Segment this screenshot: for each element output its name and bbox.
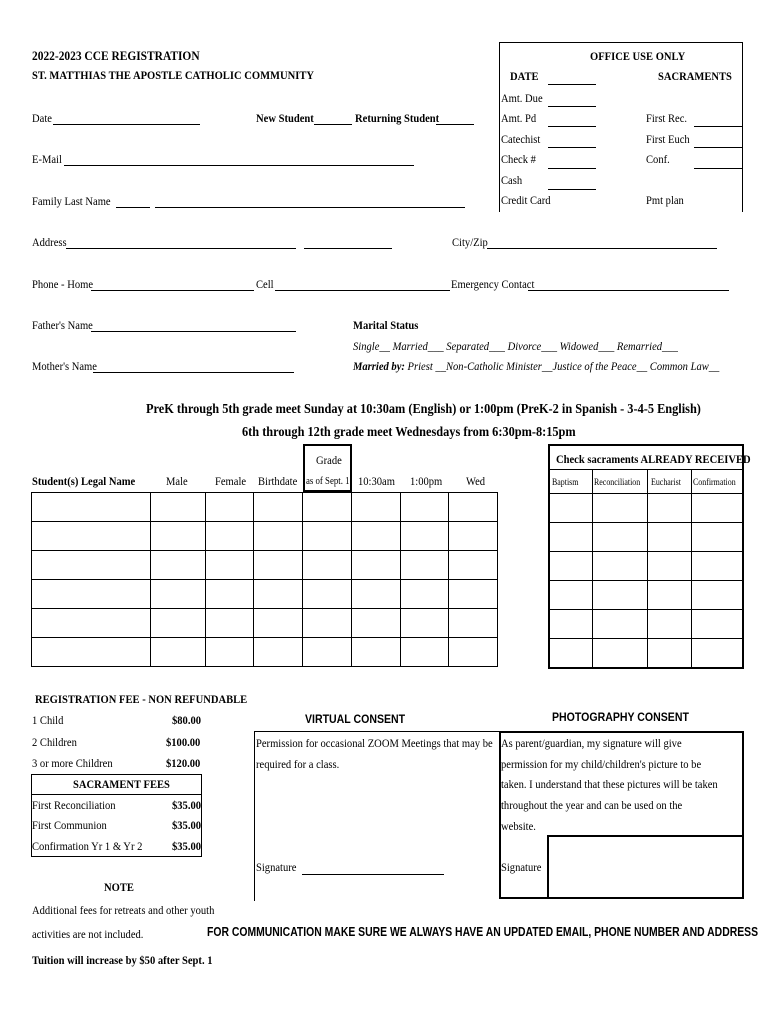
returning-student-line[interactable]: [436, 124, 474, 125]
sacraments-received-title: Check sacraments ALREADY RECEIVED: [556, 452, 751, 466]
header-confirmation: Confirmation: [692, 470, 743, 494]
family-last-name-line[interactable]: [155, 207, 465, 208]
sacrament-row: [550, 523, 743, 552]
married-by[interactable]: [353, 359, 769, 374]
cell[interactable]: [32, 609, 151, 638]
cell[interactable]: [205, 551, 253, 580]
header-birthdate: Birthdate: [258, 474, 298, 488]
cell[interactable]: [205, 493, 253, 522]
header-male: Male: [166, 474, 188, 488]
new-student-line[interactable]: [314, 124, 352, 125]
cell[interactable]: [593, 610, 647, 639]
returning-student-label: Returning Student: [355, 111, 440, 125]
married-by-options: Priest __Non-Catholic Minister__Justice of the Peace__ Common Law__: [407, 359, 720, 373]
catechist-line[interactable]: [548, 147, 596, 148]
cell[interactable]: [647, 581, 692, 610]
mothers-name-line[interactable]: [93, 372, 294, 373]
sacraments-table: [549, 469, 743, 668]
header-reconciliation: Reconciliation: [593, 470, 647, 494]
cell[interactable]: [692, 639, 743, 668]
sac-fee-3-label: Confirmation Yr 1 & Yr 2: [32, 839, 143, 853]
cell[interactable]: [647, 610, 692, 639]
cell[interactable]: [401, 609, 449, 638]
marital-options[interactable]: Single__ Married___ Separated___ Divorce___ Widowed___ Remarried___: [353, 339, 678, 353]
cell-line[interactable]: [275, 290, 450, 291]
header-100: 1:00pm: [410, 474, 443, 488]
office-amt-due: Amt. Due: [501, 91, 543, 105]
photo-consent-line-4: throughout the year and can be used on the: [501, 798, 683, 812]
virtual-signature-line[interactable]: [302, 874, 444, 875]
cell[interactable]: [32, 522, 151, 551]
cell[interactable]: [352, 522, 401, 551]
sacrament-row: [550, 639, 743, 668]
photo-consent-line-5: website.: [501, 819, 536, 833]
emergency-contact-label: Emergency Contact: [451, 277, 535, 291]
cell[interactable]: [303, 638, 352, 667]
cell[interactable]: [352, 493, 401, 522]
header-grade: Grade: [316, 453, 342, 467]
photo-consent-line-2: permission for my child/children's picture to be: [501, 757, 702, 771]
cell[interactable]: [647, 639, 692, 668]
student-row: [32, 580, 498, 609]
photo-consent-line-1: As parent/guardian, my signature will give: [501, 736, 682, 750]
cell[interactable]: [205, 638, 253, 667]
cell[interactable]: [593, 581, 647, 610]
sacrament-row: [550, 552, 743, 581]
family-last-name-line-short[interactable]: [116, 207, 150, 208]
fee-1-label: 1 Child: [32, 713, 64, 727]
student-row: [32, 493, 498, 522]
address-line-2[interactable]: [304, 248, 392, 249]
fee-2-label: 2 Children: [32, 735, 77, 749]
cell[interactable]: [593, 639, 647, 668]
note-line-3: Tuition will increase by $50 after Sept. 1: [32, 953, 213, 967]
cell[interactable]: [205, 522, 253, 551]
cell[interactable]: [303, 522, 352, 551]
fee-2-amount: $100.00: [166, 735, 201, 749]
check-line[interactable]: [548, 168, 596, 169]
cell[interactable]: [253, 522, 303, 551]
cell[interactable]: [253, 493, 303, 522]
cell[interactable]: [150, 580, 205, 609]
cell[interactable]: [205, 580, 253, 609]
cell[interactable]: [303, 609, 352, 638]
sac-fee-1-label: First Reconciliation: [32, 798, 116, 812]
note-line-2: activities are not included.: [32, 927, 144, 941]
cell[interactable]: [593, 523, 647, 552]
cell[interactable]: [32, 493, 151, 522]
cell-label: Cell: [256, 277, 274, 291]
amt-due-line[interactable]: [548, 106, 596, 107]
email-line[interactable]: [64, 165, 414, 166]
office-date-label: DATE: [510, 69, 539, 83]
first-euch-line[interactable]: [694, 147, 742, 148]
cityzip-label: City/Zip: [452, 235, 488, 249]
phone-home-label: Phone - Home: [32, 277, 94, 291]
sac-fee-2-label: First Communion: [32, 818, 107, 832]
cell[interactable]: [32, 638, 151, 667]
virtual-signature-label: Signature: [256, 860, 297, 874]
form-title: 2022-2023 CCE REGISTRATION: [32, 48, 200, 63]
virtual-consent-line-1: Permission for occasional ZOOM Meetings that may be: [256, 736, 493, 750]
cell[interactable]: [550, 610, 593, 639]
office-use-box: [499, 42, 743, 212]
sacrament-header-row: [550, 470, 743, 494]
sacrament-fees-divider: [31, 794, 202, 795]
cash-line[interactable]: [548, 189, 596, 190]
cell[interactable]: [253, 609, 303, 638]
office-date-line[interactable]: [548, 84, 596, 85]
cell[interactable]: [449, 638, 498, 667]
cell[interactable]: [401, 493, 449, 522]
office-sacraments-label: SACRAMENTS: [658, 69, 732, 83]
cell[interactable]: [593, 494, 647, 523]
family-last-name-label: Family Last Name: [32, 194, 111, 208]
phone-home-line[interactable]: [91, 290, 254, 291]
cell[interactable]: [352, 638, 401, 667]
married-by-label: Married by:: [353, 359, 405, 373]
cell[interactable]: [253, 551, 303, 580]
sacrament-fees-title: SACRAMENT FEES: [73, 777, 170, 791]
header-wed: Wed: [466, 474, 486, 488]
cell[interactable]: [550, 639, 593, 668]
marital-status-label: Marital Status: [353, 318, 419, 332]
cell[interactable]: [647, 523, 692, 552]
fee-3-label: 3 or more Children: [32, 756, 113, 770]
cell[interactable]: [253, 638, 303, 667]
sac-fee-3-amount: $35.00: [172, 839, 202, 853]
cell[interactable]: [32, 580, 151, 609]
cell[interactable]: [303, 551, 352, 580]
cell[interactable]: [32, 551, 151, 580]
sac-fee-2-amount: $35.00: [172, 818, 202, 832]
student-row: [32, 638, 498, 667]
office-cash: Cash: [501, 173, 523, 187]
sacrament-row: [550, 581, 743, 610]
student-row: [32, 522, 498, 551]
header-student-name: Student(s) Legal Name: [32, 474, 136, 488]
first-rec-line[interactable]: [694, 126, 742, 127]
cell[interactable]: [647, 552, 692, 581]
cell[interactable]: [205, 609, 253, 638]
cell[interactable]: [692, 610, 743, 639]
cell[interactable]: [550, 552, 593, 581]
schedule-line-2: 6th through 12th grade meet Wednesdays from 6:30pm-8:15pm: [242, 425, 576, 440]
office-conf: Conf.: [646, 152, 670, 166]
cell[interactable]: [352, 551, 401, 580]
cell[interactable]: [593, 552, 647, 581]
cell[interactable]: [550, 494, 593, 523]
cell[interactable]: [692, 523, 743, 552]
office-first-rec: First Rec.: [646, 111, 688, 125]
office-pmt-plan: Pmt plan: [646, 193, 684, 207]
office-credit-card: Credit Card: [501, 193, 551, 207]
cell[interactable]: [150, 522, 205, 551]
office-first-euch: First Euch: [646, 132, 690, 146]
fee-3-amount: $120.00: [166, 756, 201, 770]
fathers-name-line[interactable]: [91, 331, 296, 332]
conf-line[interactable]: [694, 168, 742, 169]
office-catechist: Catechist: [501, 132, 541, 146]
date-line[interactable]: [53, 124, 200, 125]
virtual-consent-title: VIRTUAL CONSENT: [305, 712, 406, 726]
fathers-name-label: Father's Name: [32, 318, 93, 332]
cell[interactable]: [150, 493, 205, 522]
cityzip-line[interactable]: [487, 248, 717, 249]
new-student-label: New Student: [256, 111, 314, 125]
schedule-line-1: PreK through 5th grade meet Sunday at 10:30am (English) or 1:00pm (PreK-2 in Spanish - 3-4-5 English): [146, 402, 701, 417]
cell[interactable]: [352, 580, 401, 609]
cell[interactable]: [449, 493, 498, 522]
cell[interactable]: [449, 580, 498, 609]
fee-1-amount: $80.00: [172, 713, 202, 727]
cell[interactable]: [647, 494, 692, 523]
cell[interactable]: [692, 552, 743, 581]
sacrament-row: [550, 494, 743, 523]
cell[interactable]: [150, 638, 205, 667]
cell[interactable]: [449, 609, 498, 638]
cell[interactable]: [449, 522, 498, 551]
cell[interactable]: [401, 580, 449, 609]
cell[interactable]: [150, 551, 205, 580]
photo-consent-title: PHOTOGRAPHY CONSENT: [552, 710, 689, 724]
parish-name: ST. MATTHIAS THE APOSTLE CATHOLIC COMMUNITY: [32, 68, 315, 82]
fees-title: REGISTRATION FEE - NON REFUNDABLE: [35, 692, 248, 706]
header-female: Female: [215, 474, 247, 488]
cell[interactable]: [401, 551, 449, 580]
cell[interactable]: [550, 581, 593, 610]
header-baptism: Baptism: [550, 470, 593, 494]
address-label: Address: [32, 235, 67, 249]
sac-fee-1-amount: $35.00: [172, 798, 202, 812]
photo-signature-field[interactable]: [547, 835, 744, 899]
mothers-name-label: Mother's Name: [32, 359, 97, 373]
email-label: E-Mail: [32, 152, 62, 166]
office-use-title: OFFICE USE ONLY: [590, 49, 686, 63]
cell[interactable]: [150, 609, 205, 638]
office-check: Check #: [501, 152, 536, 166]
header-grade-sub: as of Sept. 1: [306, 476, 350, 487]
header-eucharist: Eucharist: [647, 470, 692, 494]
cell[interactable]: [401, 522, 449, 551]
cell[interactable]: [352, 609, 401, 638]
header-1030: 10:30am: [358, 474, 395, 488]
cell[interactable]: [692, 581, 743, 610]
note-line-1: Additional fees for retreats and other youth: [32, 903, 215, 917]
address-line[interactable]: [66, 248, 296, 249]
emergency-contact-line[interactable]: [528, 290, 729, 291]
student-row: [32, 551, 498, 580]
note-title: NOTE: [104, 880, 134, 894]
cell[interactable]: [253, 580, 303, 609]
photo-consent-line-3: taken. I understand that these pictures will be taken: [501, 777, 718, 791]
cell[interactable]: [692, 494, 743, 523]
virtual-consent-line-2: required for a class.: [256, 757, 340, 771]
students-table: [31, 492, 498, 667]
communication-notice: FOR COMMUNICATION MAKE SURE WE ALWAYS HAVE AN UPDATED EMAIL, PHONE NUMBER AND ADDRESS: [207, 924, 759, 939]
cell[interactable]: [449, 551, 498, 580]
amt-pd-line[interactable]: [548, 126, 596, 127]
cell[interactable]: [303, 493, 352, 522]
photo-signature-label: Signature: [501, 860, 542, 874]
cell[interactable]: [303, 580, 352, 609]
office-amt-pd: Amt. Pd: [501, 111, 537, 125]
cell[interactable]: [550, 523, 593, 552]
sacrament-row: [550, 610, 743, 639]
student-row: [32, 609, 498, 638]
date-label: Date: [32, 111, 52, 125]
cell[interactable]: [401, 638, 449, 667]
